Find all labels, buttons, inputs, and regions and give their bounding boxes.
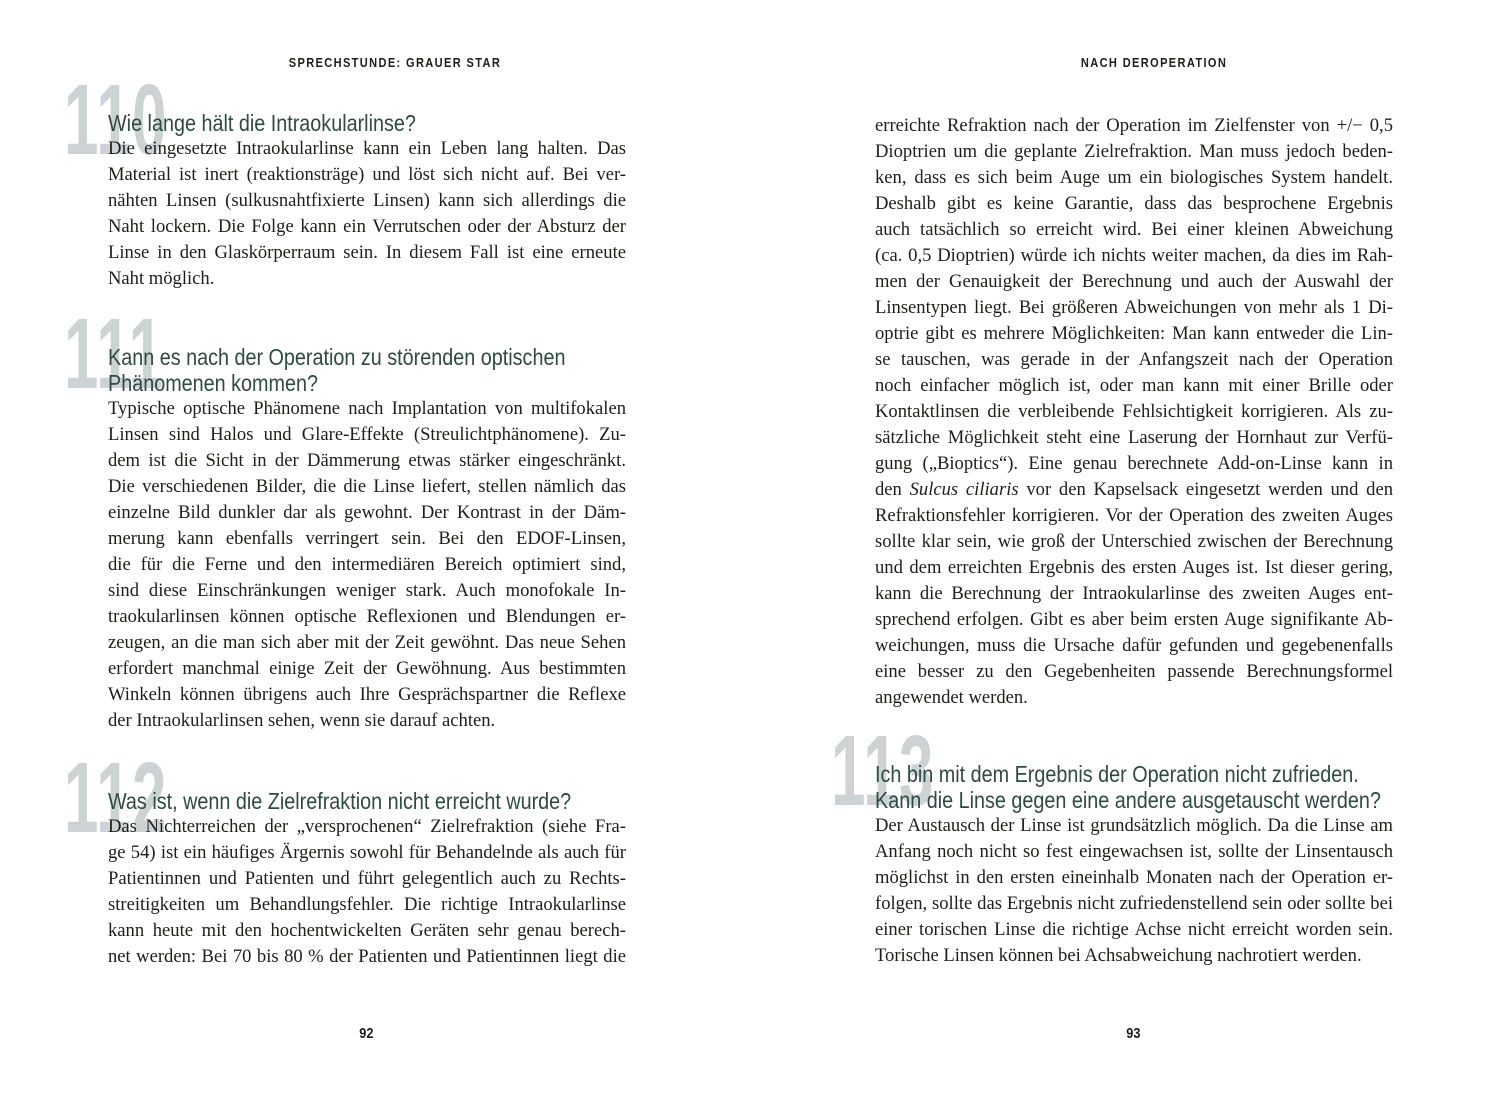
question-111	[64, 298, 626, 734]
running-head-left: SPRECHSTUNDE: GRAUER STAR	[288, 55, 502, 70]
question-112	[64, 742, 626, 970]
question-113	[831, 715, 1393, 969]
body-line: gung („Bioptics“). Eine genau berechnete Add-on-Linse kann in	[875, 453, 1393, 474]
body-line: Das Nichterreichen der „versprochenen“ Zielrefraktion (siehe Fra-	[108, 816, 626, 837]
body-line: möglichst in den ersten eineinhalb Monaten nach der Operation er-	[875, 867, 1393, 888]
body-line: Linsentypen liegt. Bei größeren Abweichungen von mehr als 1 Di-	[875, 297, 1393, 318]
body-line: sind diese Einschränkungen weniger stark. Auch monofokale In-	[108, 580, 626, 601]
body-line: noch einfacher möglich ist, oder man kann mit einer Brille oder	[875, 375, 1393, 396]
question-number: 113	[831, 715, 935, 827]
body-line: einer torischen Linse die richtige Achse nicht erreicht worden sein.	[875, 919, 1393, 940]
body-line: streitigkeiten um Behandlungsfehler. Die richtige Intraokularlinse	[108, 894, 626, 915]
body-line: Naht lockern. Die Folge kann ein Verrutschen oder der Absturz der	[108, 216, 626, 237]
body-line: net werden: Bei 70 bis 80 % der Patienten und Patientinnen liegt die	[108, 946, 626, 967]
page-number-right: 93	[1126, 1025, 1141, 1042]
body-line: Kontaktlinsen die verbleibende Fehlsichtigkeit korrigieren. Als zu-	[875, 401, 1393, 422]
body-line: auch tatsächlich so erreicht wird. Bei einer kleinen Abweichung	[875, 219, 1393, 240]
body-line: Torische Linsen können bei Achsabweichung nachrotiert werden.	[875, 945, 1362, 966]
question-110	[64, 64, 626, 292]
body-line: Material ist inert (reaktionsträge) und löst sich nicht auf. Bei ver-	[108, 164, 626, 185]
body-line: angewendet werden.	[875, 687, 1028, 708]
right-page-column	[831, 0, 1393, 1000]
body-line: erfordert manchmal einige Zeit der Gewöhnung. Aus bestimmten	[108, 658, 626, 679]
body-line: men der Genauigkeit der Berechnung und auch der Auswahl der	[875, 271, 1393, 292]
question-number: 110	[64, 64, 168, 176]
body-line: Deshalb gibt es keine Garantie, dass das besprochene Ergebnis	[875, 193, 1393, 214]
body-line: erreichte Refraktion nach der Operation im Zielfenster von +/− 0,5	[875, 115, 1393, 136]
question-heading	[875, 731, 1393, 813]
body-line: optrie gibt es mehrere Möglichkeiten: Man kann entweder die Lin-	[875, 323, 1393, 344]
body-line: Typische optische Phänomene nach Implantation von multifokalen	[108, 398, 626, 419]
italic-term: Sulcus ciliaris	[909, 479, 1019, 500]
body-line: merung kann ebenfalls verringert sein. Bei den EDOF-Linsen,	[108, 528, 626, 549]
body-line: einzelne Bild dunkler dar als gewohnt. Der Kontrast in der Däm-	[108, 502, 626, 523]
heading-line: Ich bin mit dem Ergebnis der Operation nicht zufrieden.	[875, 761, 1359, 787]
body-line: weichungen, muss die Ursache dafür gefunden und gegebenenfalls	[875, 635, 1393, 656]
body-line: Patientinnen und Patienten und führt gelegentlich auch zu Rechts-	[108, 868, 626, 889]
body-line: Anfang noch nicht so fest eingewachsen ist, sollte der Linsentausch	[875, 841, 1393, 862]
body-line: Linsen sind Halos und Glare-Effekte (Streulichtphänomene). Zu-	[108, 424, 626, 445]
question-heading	[108, 80, 626, 136]
body-line: Refraktionsfehler korrigieren. Vor der Operation des zweiten Auges	[875, 505, 1393, 526]
question-number: 111	[64, 298, 165, 410]
question-number: 112	[64, 742, 168, 854]
body-line: sätzliche Möglichkeit steht eine Laserung der Hornhaut zur Verfü-	[875, 427, 1393, 448]
body-line: kann heute mit den hochentwickelten Geräten sehr genau berech-	[108, 920, 626, 941]
heading-line: Kann es nach der Operation zu störenden optischen	[108, 344, 566, 370]
body-line: Die verschiedenen Bilder, die die Linse liefert, stellen nämlich das	[108, 476, 626, 497]
body-line: se tauschen, was gerade in der Anfangszeit nach der Operation	[875, 349, 1393, 370]
heading-line: Phänomenen kommen?	[108, 370, 319, 396]
body-line: folgen, sollte das Ergebnis nicht zufriedenstellend sein oder sollte bei	[875, 893, 1393, 914]
body-line: Die eingesetzte Intraokularlinse kann ein Leben lang halten. Das	[108, 138, 626, 159]
body-line: traokularlinsen können optische Reflexionen und Blendungen er-	[108, 606, 626, 627]
body-line	[875, 477, 1393, 503]
continued-answer-112	[875, 113, 1393, 711]
body-line: sprechend erfolgen. Gibt es aber beim ersten Auge signifikante Ab-	[875, 609, 1393, 630]
heading-line: Wie lange hält die Intraokularlinse?	[108, 110, 416, 136]
body-line: ge 54) ist ein häufiges Ärgernis sowohl für Behandelnde als auch für	[108, 842, 626, 863]
question-heading	[108, 758, 626, 814]
body-line: Naht möglich.	[108, 268, 215, 289]
body-line: nähten Linsen (sulkusnahtfixierte Linsen) kann sich allerdings die	[108, 190, 626, 211]
left-page-column	[64, 0, 626, 1000]
text-segment: vor den Kapselsack eingesetzt werden und den	[1018, 479, 1393, 500]
running-head-right: NACH DEROPERATION	[1080, 55, 1228, 70]
body-line: Dioptrien um die geplante Zielrefraktion. Man muss jedoch beden-	[875, 141, 1393, 162]
body-line: und dem erreichten Ergebnis des ersten Auges ist. Ist dieser gering,	[875, 557, 1393, 578]
text-segment: den	[875, 479, 910, 500]
body-line: Der Austausch der Linse ist grundsätzlich möglich. Da die Linse am	[875, 815, 1393, 836]
body-line: der Intraokularlinsen sehen, wenn sie darauf achten.	[108, 710, 496, 731]
body-line: zeugen, an die man sich aber mit der Zeit gewöhnt. Das neue Sehen	[108, 632, 626, 653]
body-line: dem ist die Sicht in der Dämmerung etwas stärker eingeschränkt.	[108, 450, 626, 471]
heading-line: Kann die Linse gegen eine andere ausgetauscht werden?	[875, 787, 1381, 813]
body-line: sollte klar sein, wie groß der Unterschied zwischen der Berechnung	[875, 531, 1393, 552]
body-line: Winkeln können übrigens auch Ihre Gesprächspartner die Reflexe	[108, 684, 626, 705]
heading-line: Was ist, wenn die Zielrefraktion nicht erreicht wurde?	[108, 788, 572, 814]
question-heading	[108, 314, 626, 396]
body-line: Linse in den Glaskörperraum sein. In diesem Fall ist eine erneute	[108, 242, 626, 263]
body-line: die für die Ferne und den intermediären Bereich optimiert sind,	[108, 554, 626, 575]
body-line: (ca. 0,5 Dioptrien) würde ich nichts weiter machen, da dies im Rah-	[875, 245, 1393, 266]
body-line: kann die Berechnung der Intraokularlinse des zweiten Auges ent-	[875, 583, 1393, 604]
page-number-left: 92	[359, 1025, 374, 1042]
body-line: ken, dass es sich beim Auge um ein biologisches System handelt.	[875, 167, 1393, 188]
body-line: eine besser zu den Gegebenheiten passende Berechnungsformel	[875, 661, 1393, 682]
